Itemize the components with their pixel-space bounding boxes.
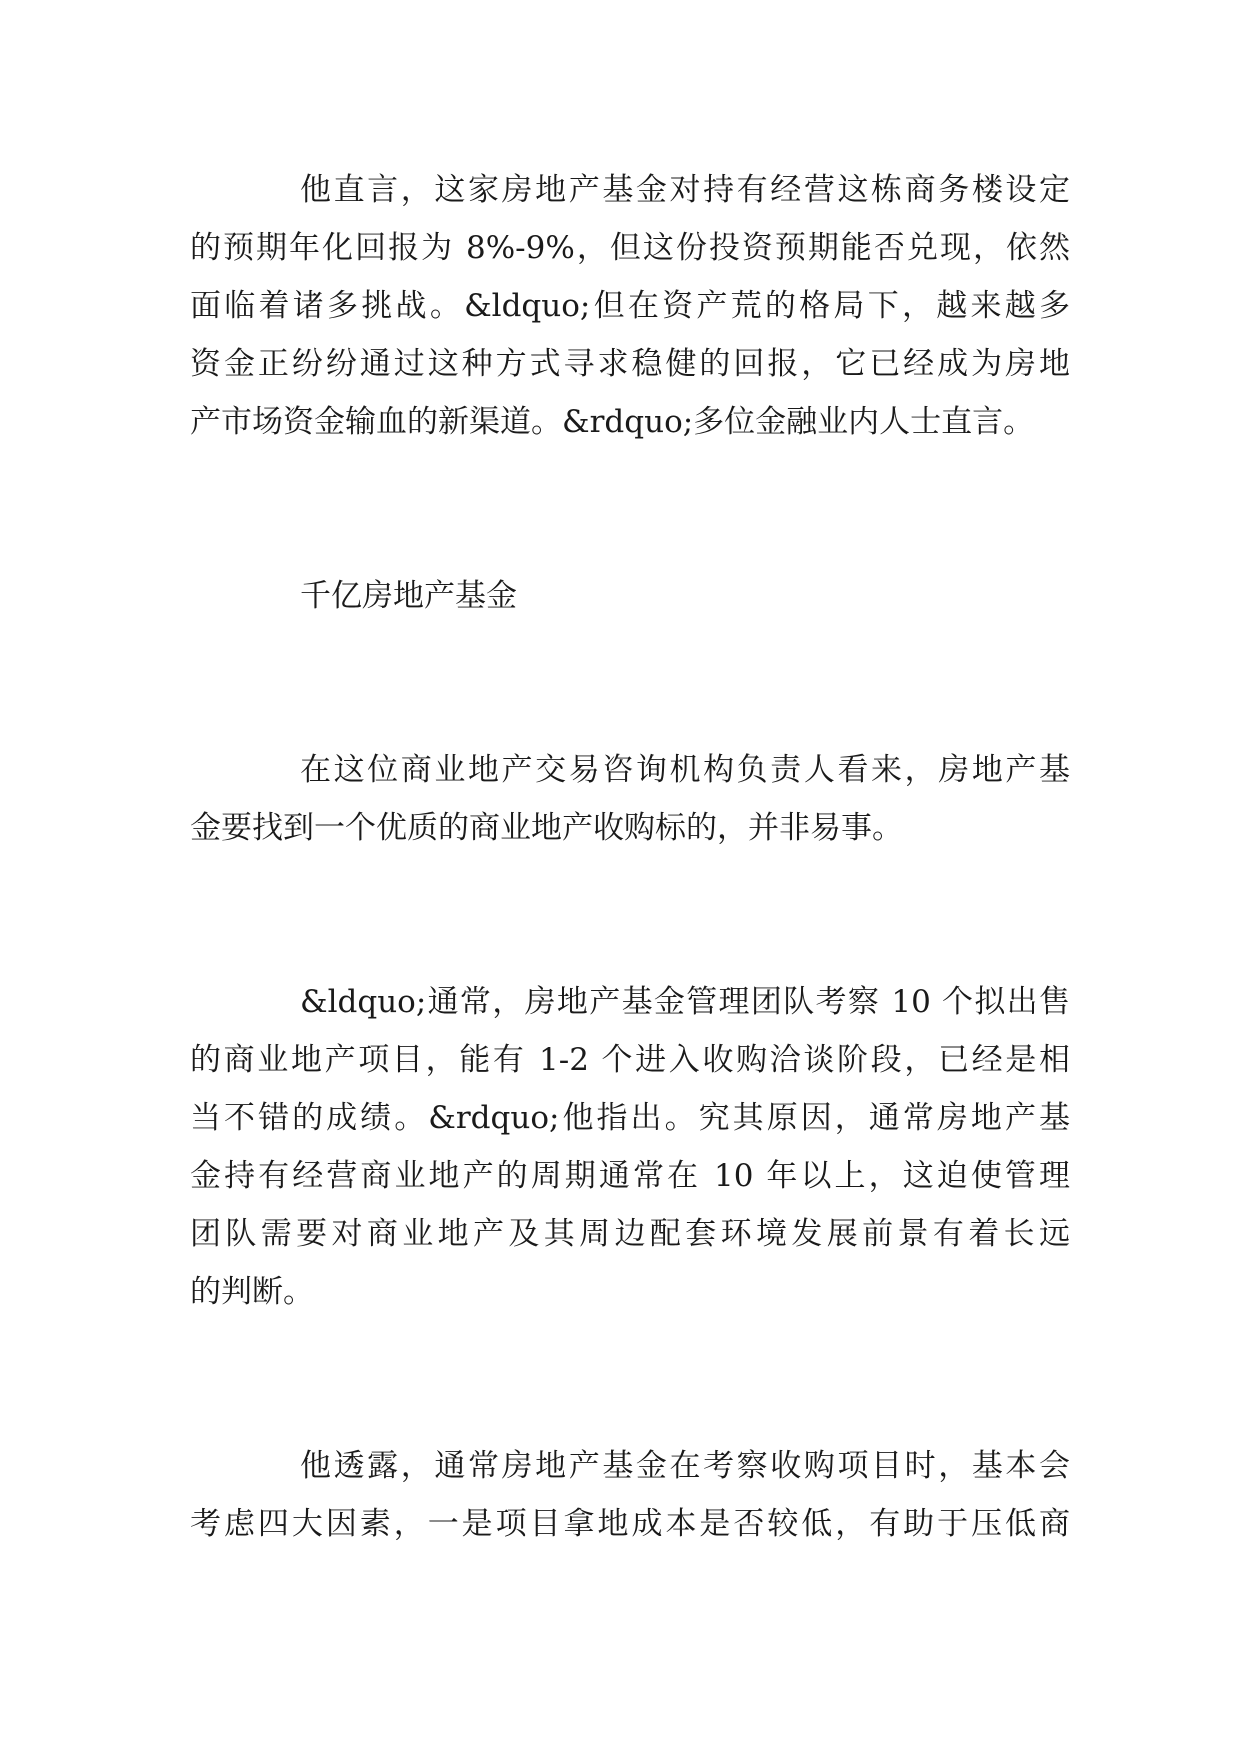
paragraph-5-line-1: 他透露，通常房地产基金在考察收购项目时，基本会	[300, 1448, 1070, 1484]
paragraph-4-line-1: &ldquo;通常，房地产基金管理团队考察 10 个拟出售	[300, 984, 1070, 1020]
paragraph-1-line-4: 资金正纷纷通过这种方式寻求稳健的回报，它已经成为房地	[190, 346, 1070, 382]
paragraph-3-line-2: 金要找到一个优质的商业地产收购标的，并非易事。	[190, 810, 903, 846]
paragraph-4-line-3: 当不错的成绩。&rdquo;他指出。究其原因，通常房地产基	[190, 1100, 1070, 1136]
paragraph-5-line-2: 考虑四大因素，一是项目拿地成本是否较低，有助于压低商	[190, 1506, 1070, 1542]
paragraph-4-line-6: 的判断。	[190, 1274, 314, 1310]
paragraph-1-line-1: 他直言，这家房地产基金对持有经营这栋商务楼设定	[300, 172, 1070, 208]
paragraph-4-line-5: 团队需要对商业地产及其周边配套环境发展前景有着长远	[190, 1216, 1070, 1252]
paragraph-4-line-2: 的商业地产项目，能有 1-2 个进入收购洽谈阶段，已经是相	[190, 1042, 1070, 1078]
paragraph-4-line-4: 金持有经营商业地产的周期通常在 10 年以上，这迫使管理	[190, 1158, 1070, 1194]
paragraph-3-line-1: 在这位商业地产交易咨询机构负责人看来，房地产基	[300, 752, 1070, 788]
paragraph-1-line-5: 产市场资金输血的新渠道。&rdquo;多位金融业内人士直言。	[190, 404, 1035, 440]
paragraph-1-line-3: 面临着诸多挑战。&ldquo;但在资产荒的格局下，越来越多	[190, 288, 1070, 324]
paragraph-1-line-2: 的预期年化回报为 8%-9%，但这份投资预期能否兑现，依然	[190, 230, 1070, 266]
section-heading: 千亿房地产基金	[300, 578, 517, 614]
